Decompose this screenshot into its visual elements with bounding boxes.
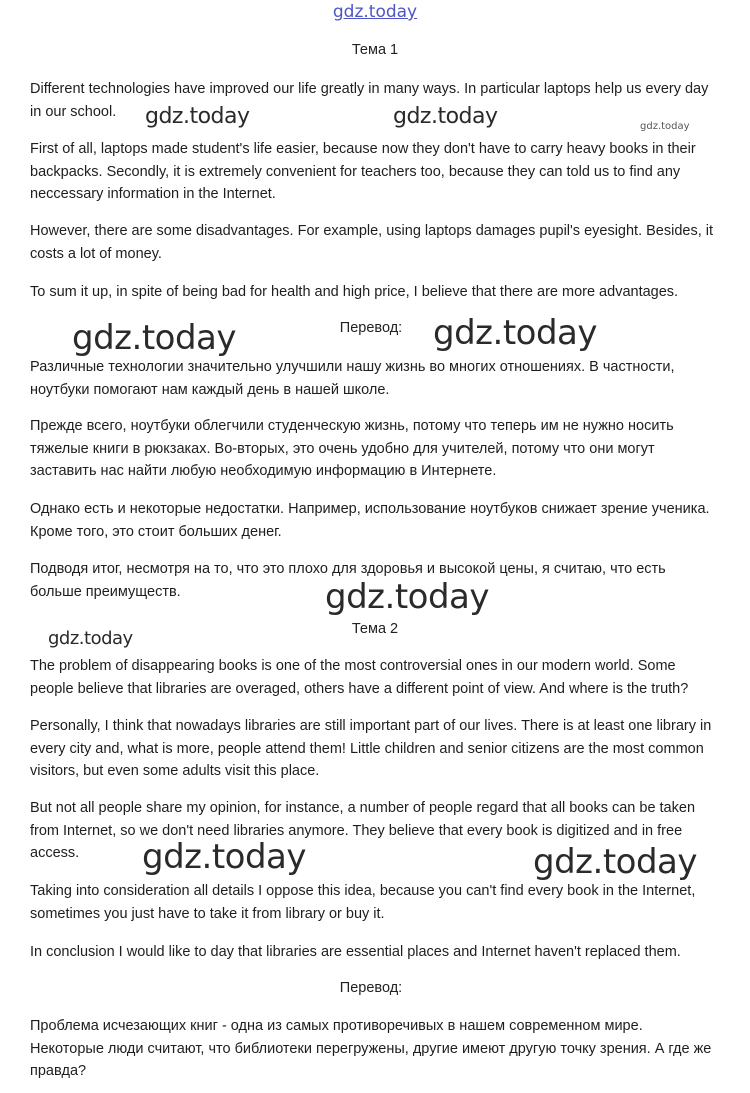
watermark: gdz.today [393, 104, 498, 129]
watermark: gdz.today [48, 628, 133, 649]
topic-2-translation-paragraph: Проблема исчезающих книг - одна из самых противоречивых в нашем современном мире. Некоторые люди считают, что библиотеки перегружены, другие имеют другую точку зрения. А где же правда? [30, 1018, 712, 1079]
watermark: gdz.today [640, 121, 690, 132]
topic-2-paragraph: Personally, I think that nowadays libraries are still important part of our lives. There is at least one library in every city and, what is more, people attend them! Little children and senior citizens are the most common visitors, but even some adults visit this place. [30, 718, 712, 779]
topic-1-paragraph: However, there are some disadvantages. For example, using laptops damages pupil's eyesight. Besides, it costs a lot of money. [30, 223, 714, 262]
topic-1-paragraph: To sum it up, in spite of being bad for health and high price, I believe that there are more advantages. [30, 284, 679, 300]
topic-2-paragraph: In conclusion I would like to day that libraries are essential places and Internet haven't replaced them. [30, 944, 681, 960]
topic-1-translation-paragraph: Прежде всего, ноутбуки облегчили студенческую жизнь, потому что теперь им не нужно носить тяжелые книги в рюкзаках. Во-вторых, это очень удобно для учителей, потому что они могут заставить нас найти любую необходимую информацию в Интернете. [30, 418, 674, 479]
watermark: gdz.today [72, 318, 236, 358]
topic-1-paragraph: Different technologies have improved our life greatly in many ways. In particular laptops help us every day in our school. [30, 81, 709, 120]
watermark: gdz.today [325, 577, 489, 617]
topic-1-paragraph: First of all, laptops made student's life easier, because now they don't have to carry heavy books in their backpacks. Secondly, it is extremely convenient for teachers too, because they can told us to find any neccessary information in the Internet. [30, 141, 696, 202]
site-link[interactable]: gdz.today [332, 2, 418, 22]
watermark: gdz.today [142, 837, 306, 877]
topic-1-translation-paragraph: Однако есть и некоторые недостатки. Например, использование ноутбуков снижает зрение ученика. Кроме того, это стоит больших денег. [30, 501, 710, 540]
topic-1-translation-paragraph: Различные технологии значительно улучшили нашу жизнь во многих отношениях. В частности, ноутбуки помогают нам каждый день в нашей школе. [30, 359, 675, 398]
watermark: gdz.today [145, 104, 250, 129]
topic-1-translation-paragraph: Подводя итог, несмотря на то, что это плохо для здоровья и высокой цены, я считаю, что есть больше преимуществ. [30, 561, 666, 600]
watermark: gdz.today [533, 842, 697, 882]
topic-1-title: Тема 1 [351, 42, 399, 58]
topic-1-translation-label: Перевод: [339, 320, 403, 336]
topic-2-translation-label: Перевод: [339, 980, 403, 996]
watermark: gdz.today [433, 313, 597, 353]
topic-2-paragraph: The problem of disappearing books is one of the most controversial ones in our modern world. Some people believe that libraries are overaged, others have a different point of view. And where is the truth? [30, 658, 689, 697]
topic-2-title: Тема 2 [351, 621, 399, 637]
topic-2-paragraph: But not all people share my opinion, for instance, a number of people regard that all books can be taken from Internet, so we don't need libraries anymore. They believe that every book is digitized and in free access. [30, 800, 696, 861]
topic-2-paragraph: Taking into consideration all details I oppose this idea, because you can't find every book in the Internet, sometimes you just have to take it from library or buy it. [30, 883, 696, 922]
